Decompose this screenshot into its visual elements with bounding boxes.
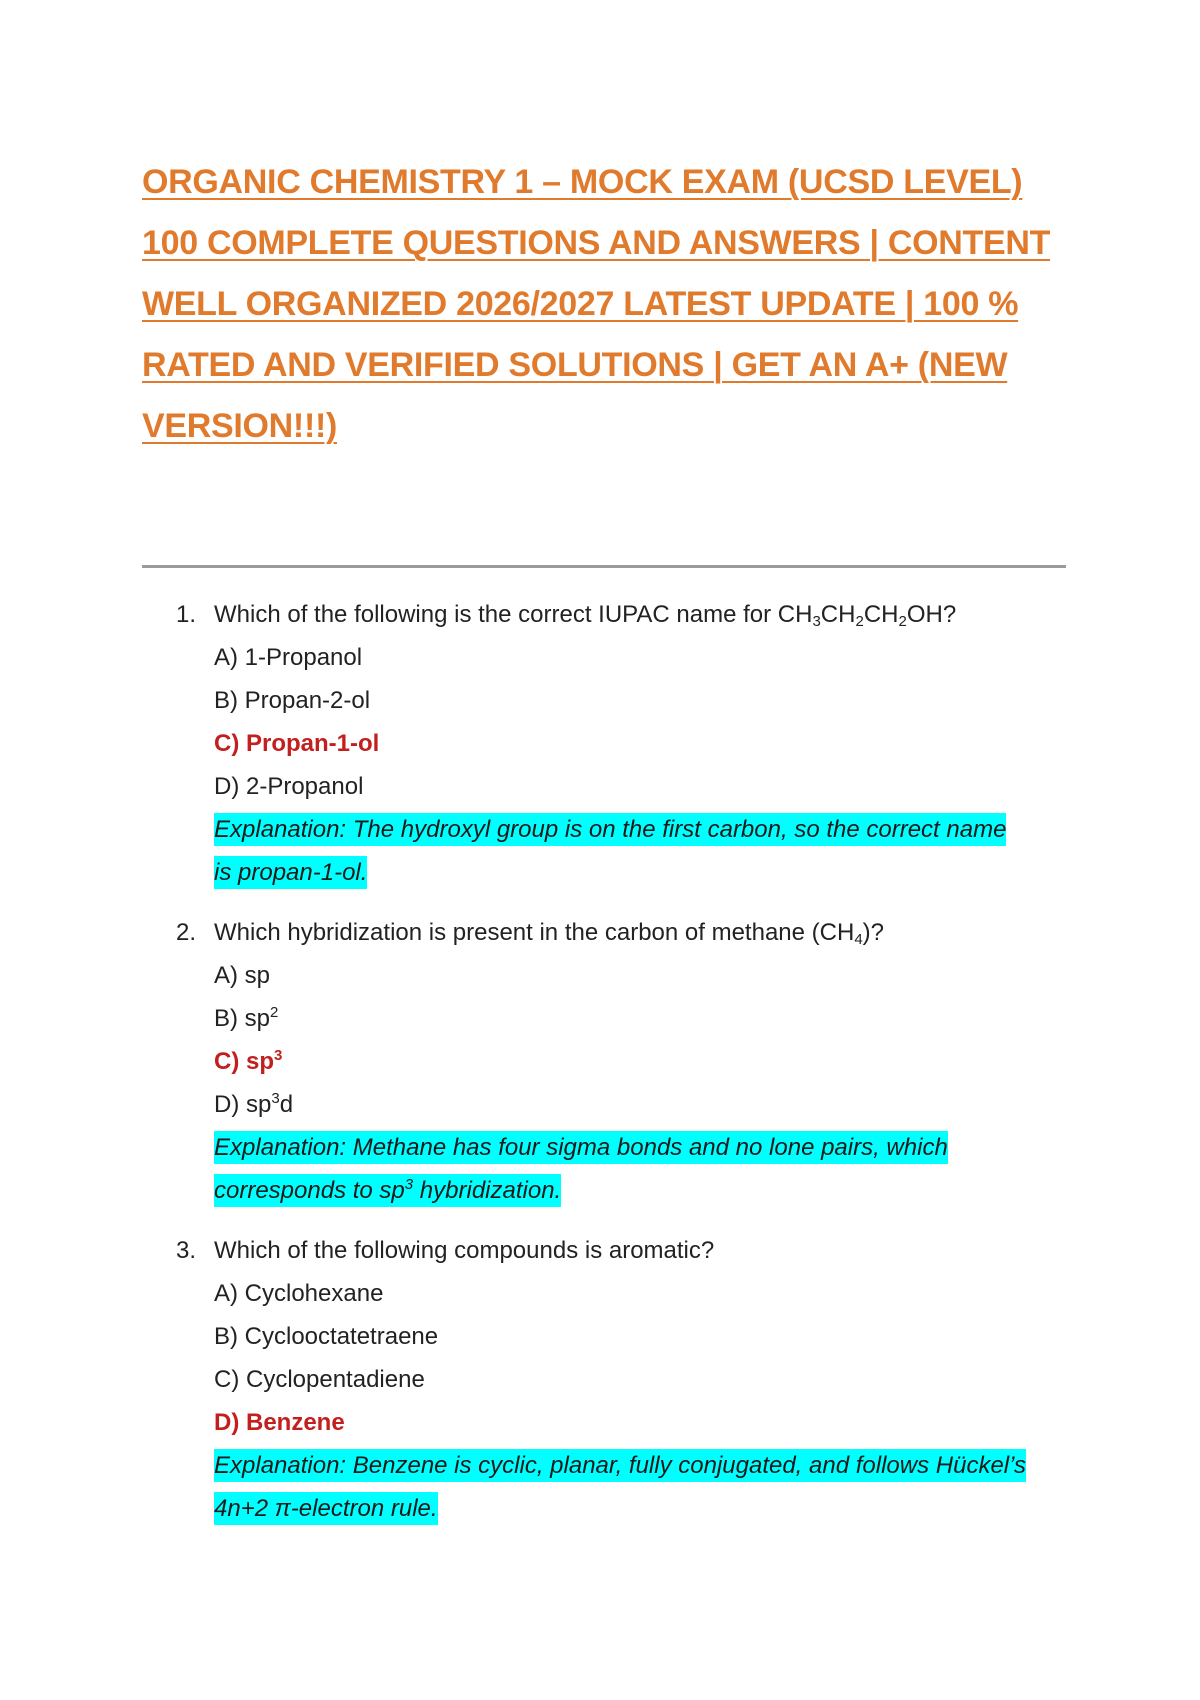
question-text: Which hybridization is present in the carbon of methane (CH	[214, 919, 855, 946]
question-3	[142, 1230, 1072, 1530]
correct-answer-option	[214, 1401, 1072, 1444]
explanation-text: is propan-1-ol.	[214, 856, 367, 889]
horizontal-divider	[142, 565, 1066, 568]
question-text: CH	[820, 601, 856, 628]
option-text: C) sp	[214, 1048, 274, 1075]
answer-options	[142, 1272, 1072, 1444]
subscript: 2	[898, 613, 907, 630]
superscript: 3	[274, 1047, 283, 1064]
option-text: C) Propan-1-ol	[214, 730, 380, 757]
question-number: 3.	[176, 1237, 197, 1264]
explanation-text: Explanation: The hydroxyl group is on the first carbon, so the correct name	[214, 813, 1006, 846]
answer-option	[214, 954, 1072, 997]
answer-options	[142, 954, 1072, 1126]
title-line: VERSION!!!)	[142, 407, 338, 445]
explanation-text: Explanation: Methane has four sigma bonds and no lone pairs, which	[214, 1131, 948, 1164]
explanation-text: 4n+2 π-electron rule.	[214, 1492, 438, 1525]
answer-option	[214, 636, 1072, 679]
question-stem	[142, 594, 1072, 636]
answer-option	[214, 1272, 1072, 1315]
option-text: B) Propan-2-ol	[214, 687, 371, 714]
explanation-text: corresponds to sp	[214, 1177, 405, 1204]
answer-option	[214, 1358, 1072, 1401]
option-text: D) 2-Propanol	[214, 773, 364, 800]
answer-options	[142, 636, 1072, 808]
subscript: 3	[812, 613, 821, 630]
answer-option	[214, 1315, 1072, 1358]
superscript: 3	[271, 1090, 280, 1107]
question-stem	[142, 1230, 1072, 1272]
superscript: 2	[270, 1004, 279, 1021]
question-number: 1.	[176, 601, 197, 628]
question-text: CH	[863, 601, 899, 628]
option-text: D) Benzene	[214, 1409, 345, 1436]
explanation	[214, 1444, 1072, 1530]
title-line: 100 COMPLETE QUESTIONS AND ANSWERS | CONTENT	[142, 224, 1051, 262]
question-list	[142, 594, 1072, 1548]
title-line: RATED AND VERIFIED SOLUTIONS | GET AN A+ (NEW	[142, 346, 1008, 384]
option-text: d	[279, 1091, 294, 1118]
question-text: Which of the following compounds is aromatic?	[214, 1237, 715, 1264]
question-number: 2.	[176, 919, 197, 946]
answer-option	[214, 997, 1072, 1040]
question-1	[142, 594, 1072, 894]
question-text: OH?	[906, 601, 957, 628]
answer-option	[214, 765, 1072, 808]
explanation	[214, 808, 1072, 894]
option-text: B) Cyclooctatetraene	[214, 1323, 439, 1350]
answer-option	[214, 679, 1072, 722]
correct-answer-option	[214, 1040, 1072, 1083]
correct-answer-option	[214, 722, 1072, 765]
explanation-text: hybridization.	[413, 1177, 562, 1204]
question-text: Which of the following is the correct IUPAC name for CH	[214, 601, 813, 628]
explanation-text-line	[214, 1174, 561, 1207]
subscript: 2	[855, 613, 864, 630]
explanation-text: Explanation: Benzene is cyclic, planar, fully conjugated, and follows Hückel’s	[214, 1449, 1026, 1482]
option-text: A) Cyclohexane	[214, 1280, 384, 1307]
option-text: D) sp	[214, 1091, 272, 1118]
superscript: 3	[404, 1176, 414, 1193]
title-line: WELL ORGANIZED 2026/2027 LATEST UPDATE | 100 %	[142, 285, 1019, 323]
option-text: A) 1-Propanol	[214, 644, 363, 671]
answer-option	[214, 1083, 1072, 1126]
question-text: )?	[862, 919, 884, 946]
option-text: B) sp	[214, 1005, 271, 1032]
document-title	[142, 152, 1072, 457]
subscript: 4	[854, 931, 863, 948]
question-2	[142, 912, 1072, 1212]
option-text: C) Cyclopentadiene	[214, 1366, 425, 1393]
title-line: ORGANIC CHEMISTRY 1 – MOCK EXAM (UCSD LEVEL)	[142, 163, 1023, 201]
option-text: A) sp	[214, 962, 271, 989]
explanation	[214, 1126, 1072, 1212]
question-stem	[142, 912, 1072, 954]
